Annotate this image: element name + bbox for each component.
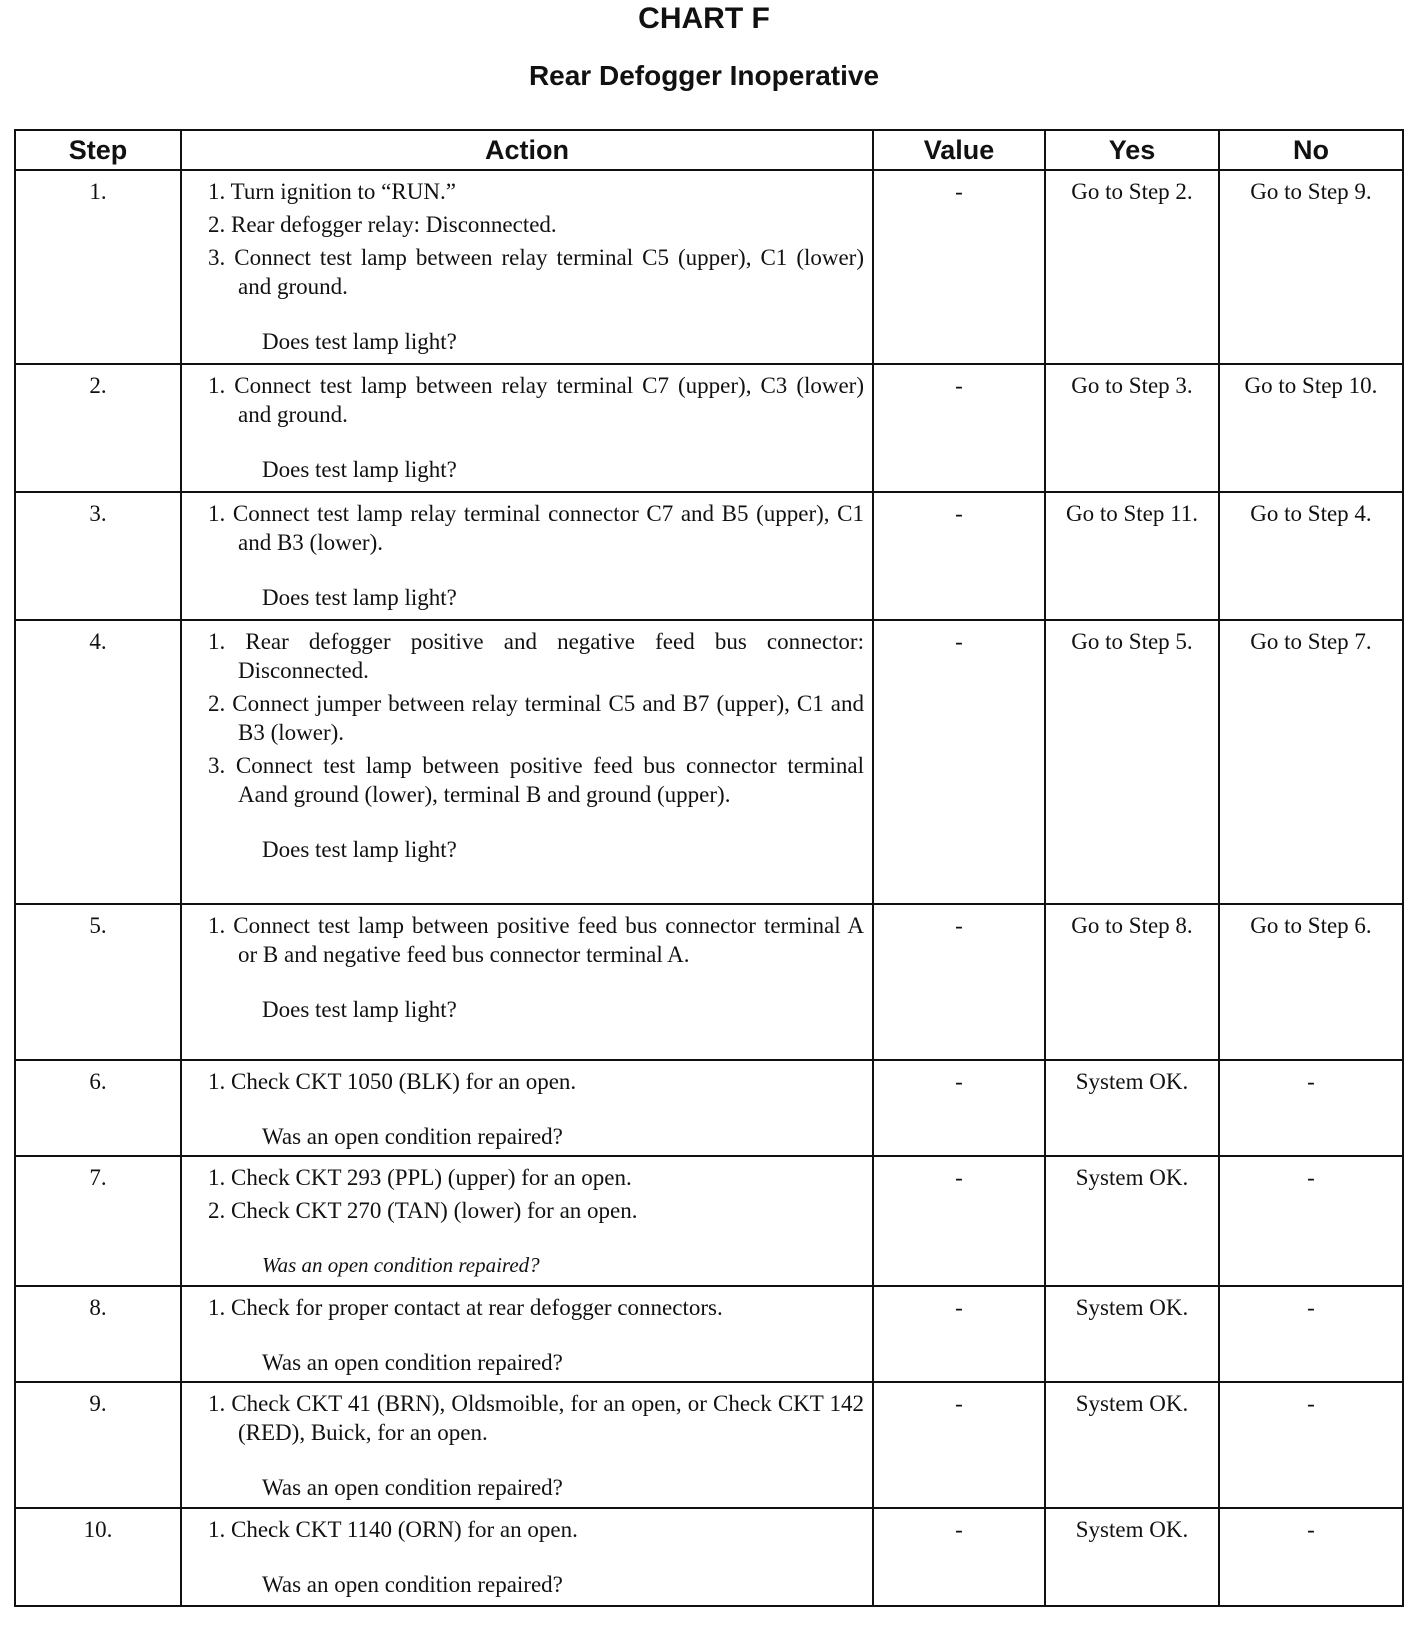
step-number: 6. xyxy=(15,1060,181,1156)
chart-subtitle: Rear Defogger Inoperative xyxy=(528,60,880,91)
step-number: 2. xyxy=(15,364,181,492)
step-number: 3. xyxy=(15,492,181,620)
action-item: 2. Rear defogger relay: Disconnected. xyxy=(208,212,557,237)
step-number: 1. xyxy=(15,170,181,364)
value-cell: - xyxy=(873,170,1045,364)
table-header-row xyxy=(15,130,1403,170)
no-cell: - xyxy=(1219,1508,1403,1606)
action-cell xyxy=(181,904,873,1060)
action-question: Does test lamp light? xyxy=(262,457,457,482)
action-item: 1. Connect test lamp relay terminal connector C7 and B5 (upper), C1 and B3 (lower). xyxy=(208,501,864,555)
action-item: 1. Check for proper contact at rear defogger connectors. xyxy=(208,1295,723,1320)
table-row xyxy=(15,1382,1403,1508)
action-item: 3. Connect test lamp between positive feed bus connector terminal Aand ground (lower), terminal B and ground (upper). xyxy=(208,753,864,807)
yes-cell: System OK. xyxy=(1045,1156,1219,1286)
action-item: 1. Rear defogger positive and negative feed bus connector: Disconnected. xyxy=(208,629,864,683)
table-row xyxy=(15,492,1403,620)
header-action: Action xyxy=(181,130,873,170)
step-number: 5. xyxy=(15,904,181,1060)
no-cell: - xyxy=(1219,1382,1403,1508)
yes-cell: System OK. xyxy=(1045,1060,1219,1156)
yes-cell: Go to Step 11. xyxy=(1045,492,1219,620)
action-cell xyxy=(181,1382,873,1508)
no-cell: Go to Step 6. xyxy=(1219,904,1403,1060)
action-item: 2. Connect jumper between relay terminal C5 and B7 (upper), C1 and B3 (lower). xyxy=(208,691,864,745)
yes-cell: Go to Step 8. xyxy=(1045,904,1219,1060)
table-row xyxy=(15,1286,1403,1382)
action-item: 1. Check CKT 1050 (BLK) for an open. xyxy=(208,1069,577,1094)
header-yes: Yes xyxy=(1045,130,1219,170)
no-cell: Go to Step 9. xyxy=(1219,170,1403,364)
table-row xyxy=(15,1060,1403,1156)
value-cell: - xyxy=(873,620,1045,904)
action-question: Does test lamp light? xyxy=(262,997,457,1022)
action-cell xyxy=(181,1286,873,1382)
header-value: Value xyxy=(873,130,1045,170)
action-question: Was an open condition repaired? xyxy=(262,1124,563,1149)
value-cell: - xyxy=(873,904,1045,1060)
table-row xyxy=(15,1156,1403,1286)
action-item: 1. Check CKT 1140 (ORN) for an open. xyxy=(208,1517,578,1542)
step-number: 9. xyxy=(15,1382,181,1508)
value-cell: - xyxy=(873,1508,1045,1606)
yes-cell: Go to Step 5. xyxy=(1045,620,1219,904)
no-cell: - xyxy=(1219,1286,1403,1382)
header-step: Step xyxy=(15,130,181,170)
action-item: 1. Check CKT 41 (BRN), Oldsmoible, for an open, or Check CKT 142 (RED), Buick, for an open. xyxy=(208,1391,864,1445)
action-cell xyxy=(181,492,873,620)
step-number: 4. xyxy=(15,620,181,904)
chart-title: CHART F xyxy=(638,2,770,35)
yes-cell: Go to Step 2. xyxy=(1045,170,1219,364)
no-cell: - xyxy=(1219,1060,1403,1156)
no-cell: Go to Step 4. xyxy=(1219,492,1403,620)
action-question: Was an open condition repaired? xyxy=(262,1572,563,1597)
step-number: 10. xyxy=(15,1508,181,1606)
value-cell: - xyxy=(873,1060,1045,1156)
table-row xyxy=(15,620,1403,904)
step-number: 8. xyxy=(15,1286,181,1382)
yes-cell: Go to Step 3. xyxy=(1045,364,1219,492)
action-item: 1. Turn ignition to “RUN.” xyxy=(208,179,456,204)
table-row xyxy=(15,904,1403,1060)
table-row xyxy=(15,1508,1403,1606)
no-cell: Go to Step 7. xyxy=(1219,620,1403,904)
no-cell: - xyxy=(1219,1156,1403,1286)
yes-cell: System OK. xyxy=(1045,1382,1219,1508)
action-item: 1. Connect test lamp between positive feed bus connector terminal A or B and negative feed bus connector terminal A. xyxy=(208,913,864,967)
action-item: 1. Connect test lamp between relay terminal C7 (upper), C3 (lower) and ground. xyxy=(208,373,864,427)
value-cell: - xyxy=(873,492,1045,620)
value-cell: - xyxy=(873,364,1045,492)
header-no: No xyxy=(1219,130,1403,170)
action-question: Does test lamp light? xyxy=(262,585,457,610)
action-question: Was an open condition repaired? xyxy=(262,1253,540,1277)
action-question: Was an open condition repaired? xyxy=(262,1475,563,1500)
action-cell xyxy=(181,170,873,364)
action-cell xyxy=(181,620,873,904)
value-cell: - xyxy=(873,1286,1045,1382)
action-cell xyxy=(181,1508,873,1606)
action-cell xyxy=(181,364,873,492)
yes-cell: System OK. xyxy=(1045,1286,1219,1382)
action-item: 3. Connect test lamp between relay terminal C5 (upper), C1 (lower) and ground. xyxy=(208,245,864,299)
action-question: Was an open condition repaired? xyxy=(262,1350,563,1375)
action-question: Does test lamp light? xyxy=(262,837,457,862)
action-cell xyxy=(181,1060,873,1156)
action-item: 2. Check CKT 270 (TAN) (lower) for an open. xyxy=(208,1198,638,1223)
table-row xyxy=(15,170,1403,364)
diagnostic-table xyxy=(14,129,1404,1607)
action-item: 1. Check CKT 293 (PPL) (upper) for an open. xyxy=(208,1165,632,1190)
action-cell xyxy=(181,1156,873,1286)
table-row xyxy=(15,364,1403,492)
no-cell: Go to Step 10. xyxy=(1219,364,1403,492)
action-question: Does test lamp light? xyxy=(262,329,457,354)
step-number: 7. xyxy=(15,1156,181,1286)
yes-cell: System OK. xyxy=(1045,1508,1219,1606)
value-cell: - xyxy=(873,1382,1045,1508)
value-cell: - xyxy=(873,1156,1045,1286)
